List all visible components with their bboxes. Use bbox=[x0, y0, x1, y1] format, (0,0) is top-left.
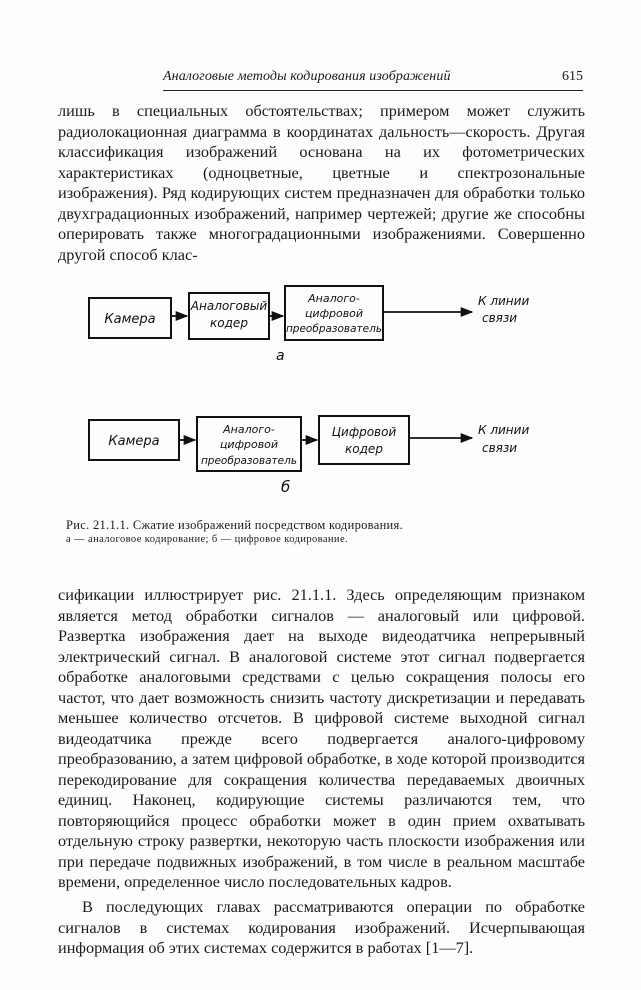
figure-21-1-1 bbox=[80, 280, 560, 502]
caption-title: Рис. 21.1.1. Сжатие изображений посредством кодирования. bbox=[66, 518, 404, 532]
diagram-b-label: б bbox=[281, 478, 291, 496]
running-title: Аналоговые методы кодирования изображений bbox=[163, 69, 451, 84]
paragraph-1: лишь в специальных обстоятельствах; примером может служить радиолокационная диаграмма в координатах дальность—скорость. Другая классификация изображений основана на их фотометрических характеристиках (одноцветные, цветные и спектрозональные изображения). Ряд кодирующих систем предназначен для обработки только двухградационных изображений, например чертежей; другие же способны оперировать также многоградационными изображениями. Совершенно другой способ клас- bbox=[58, 101, 585, 264]
adc-label-b-1: Аналого- bbox=[223, 423, 275, 436]
page-number: 615 bbox=[562, 69, 583, 84]
analog-coder-label-2: кодер bbox=[210, 316, 248, 330]
output-label-b-1: К линии bbox=[478, 423, 530, 437]
output-label-a-2: связи bbox=[482, 311, 518, 325]
adc-label-a-1: Аналого- bbox=[308, 292, 360, 305]
output-label-b-2: связи bbox=[482, 441, 518, 455]
digital-coder-label-2: кодер bbox=[345, 442, 383, 456]
digital-coder-box-b bbox=[319, 416, 409, 464]
output-label-a-1: К линии bbox=[478, 294, 530, 308]
digital-coder-label-1: Цифровой bbox=[331, 425, 397, 439]
figure-caption bbox=[66, 517, 546, 547]
adc-label-a-3: преобразователь bbox=[285, 323, 383, 335]
adc-label-b-2: цифровой bbox=[219, 438, 279, 451]
adc-label-b-3: преобразователь bbox=[200, 455, 298, 467]
diagram-a-label: а bbox=[276, 348, 285, 364]
diagram-a bbox=[89, 286, 529, 364]
analog-coder-label-1: Аналоговый bbox=[190, 299, 268, 313]
camera-label-b: Камера bbox=[108, 434, 160, 449]
camera-label-a: Камера bbox=[104, 312, 156, 327]
running-header bbox=[163, 68, 583, 91]
paragraph-3: В последующих главах рассматриваются операции по обработке сигналов в системах кодирования изображений. Исчерпывающая информация об этих системах содержится в работах [1—7]. bbox=[58, 897, 585, 957]
paragraph-2: сификации иллюстрирует рис. 21.1.1. Здесь определяющим признаком является метод обработки сигналов — аналоговый или цифровой. Развертка изображения дает на выходе видеодатчика непрерывный электрический сигнал. В аналоговой системе этот сигнал подвергается обработке аналоговыми средствами с целью сокращения полосы его частот, что дает возможность снизить частоту дискретизации и передавать меньшее количество отсчетов. В цифровой системе выходной сигнал видеодатчика прежде всего подвергается аналого-цифровому преобразованию, а затем цифровой обработке, в ходе которой производится перекодирование для сокращения количества передаваемых двоичных единиц. Наконец, кодирующие системы различаются тем, что повторяющийся процесс обработки может в один прием охватывать отдельную строку развертки, некоторую часть плоскости изображения или при передаче подвижных изображений, в том числе в реальном масштабе времени, определенное число последовательных кадров. bbox=[58, 585, 585, 891]
adc-label-a-2: цифровой bbox=[304, 307, 364, 320]
diagram-b bbox=[89, 416, 529, 496]
caption-subtitle: а — аналоговое кодирование; б — цифровое кодирование. bbox=[66, 534, 349, 545]
